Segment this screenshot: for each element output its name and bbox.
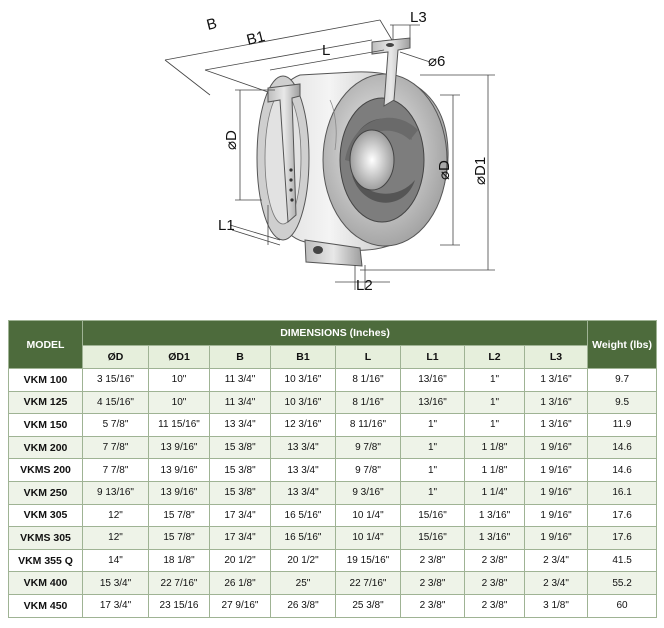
dimension-cell: 13 3/4" [271,459,336,482]
dimension-cell: 8 11/16" [336,414,401,437]
model-cell: VKMS 200 [9,459,83,482]
dimension-cell: 8 1/16" [336,391,401,414]
model-cell: VKM 200 [9,436,83,459]
dimension-cell: 2 3/8" [401,549,465,572]
dimension-cell: 15 3/8" [210,459,271,482]
dimension-cell: 10 1/4" [336,527,401,550]
dimension-cell: 5 7/8" [83,414,149,437]
dimension-cell: 1 3/16" [465,504,525,527]
weight-header: Weight (lbs) [588,321,657,369]
model-cell: VKM 150 [9,414,83,437]
table-row [9,481,657,504]
dim-label-d1: ⌀D1 [472,156,489,185]
column-header: L [336,346,401,369]
dimension-cell: 1 9/16" [525,527,588,550]
weight-cell: 14.6 [588,459,657,482]
dim-label-l3: L3 [410,9,427,26]
model-cell: VKM 305 [9,504,83,527]
weight-cell: 9.7 [588,369,657,392]
dimension-cell: 17 3/4" [210,504,271,527]
model-cell: VKM 100 [9,369,83,392]
dimension-cell: 10 1/4" [336,504,401,527]
dimension-cell: 1 9/16" [525,481,588,504]
dimension-cell: 20 1/2" [271,549,336,572]
column-header-row [9,346,657,369]
dimension-cell: 10" [149,391,210,414]
dimension-cell: 9 13/16" [83,481,149,504]
dimension-cell: 15 3/8" [210,481,271,504]
dimension-cell: 27 9/16" [210,594,271,617]
dimension-cell: 2 3/4" [525,572,588,595]
model-cell: VKM 125 [9,391,83,414]
table-row [9,436,657,459]
dimension-cell: 1 9/16" [525,436,588,459]
dim-label-b: B [204,14,219,34]
dimension-cell: 1" [465,369,525,392]
table-row [9,527,657,550]
dimension-cell: 25 3/8" [336,594,401,617]
dimension-cell: 3 1/8" [525,594,588,617]
dimension-cell: 9 7/8" [336,436,401,459]
dimension-cell: 1" [465,414,525,437]
dim-label-d-inner: ⌀D [436,160,453,180]
dimension-cell: 3 15/16" [83,369,149,392]
weight-cell: 41.5 [588,549,657,572]
table-row [9,414,657,437]
dimension-cell: 15 3/8" [210,436,271,459]
dimension-cell: 18 1/8" [149,549,210,572]
dimension-cell: 11 3/4" [210,391,271,414]
column-header: L1 [401,346,465,369]
weight-cell: 17.6 [588,504,657,527]
dimension-cell: 8 1/16" [336,369,401,392]
dim-label-l: L [322,42,331,59]
dimension-cell: 16 5/16" [271,504,336,527]
dim-label-b1: B1 [244,27,267,49]
table-row [9,459,657,482]
dimension-cell: 10 3/16" [271,391,336,414]
dimension-cell: 13 3/4" [271,481,336,504]
table-row [9,594,657,617]
column-header: L3 [525,346,588,369]
dimension-cell: 15 3/4" [83,572,149,595]
table-body [9,369,657,618]
dimensions-table [8,320,657,618]
dimension-cell: 15/16" [401,504,465,527]
dimension-cell: 12" [83,504,149,527]
dimension-cell: 2 3/8" [465,594,525,617]
dimension-cell: 15 7/8" [149,504,210,527]
column-header: L2 [465,346,525,369]
dimension-cell: 13/16" [401,369,465,392]
dimension-cell: 15/16" [401,527,465,550]
weight-cell: 60 [588,594,657,617]
dimension-cell: 2 3/8" [465,549,525,572]
weight-cell: 11.9 [588,414,657,437]
dimension-cell: 1" [401,459,465,482]
dimension-cell: 9 7/8" [336,459,401,482]
dimension-cell: 16 5/16" [271,527,336,550]
weight-cell: 14.6 [588,436,657,459]
dimension-cell: 9 3/16" [336,481,401,504]
dimension-cell: 1 3/16" [525,414,588,437]
dimension-cell: 2 3/8" [401,572,465,595]
table-row [9,572,657,595]
dimension-cell: 11 15/16" [149,414,210,437]
dimension-cell: 17 3/4" [83,594,149,617]
dimension-cell: 13 3/4" [210,414,271,437]
dimension-cell: 1" [401,481,465,504]
table-row [9,369,657,392]
weight-cell: 17.6 [588,527,657,550]
weight-cell: 55.2 [588,572,657,595]
dimension-cell: 14" [83,549,149,572]
dimension-cell: 7 7/8" [83,459,149,482]
dimension-cell: 1" [401,414,465,437]
table-row [9,504,657,527]
dimension-cell: 13/16" [401,391,465,414]
dimension-cell: 1 3/16" [465,527,525,550]
weight-cell: 16.1 [588,481,657,504]
column-header: ØD [83,346,149,369]
dimension-cell: 13 9/16" [149,436,210,459]
dimension-cell: 1" [465,391,525,414]
dimension-cell: 1 1/8" [465,436,525,459]
dimension-cell: 17 3/4" [210,527,271,550]
model-cell: VKM 355 Q [9,549,83,572]
dimension-cell: 22 7/16" [336,572,401,595]
dimension-cell: 13 9/16" [149,459,210,482]
table-row [9,549,657,572]
dimension-cell: 26 1/8" [210,572,271,595]
column-header: B1 [271,346,336,369]
dimension-cell: 7 7/8" [83,436,149,459]
model-cell: VKM 400 [9,572,83,595]
dimension-cell: 11 3/4" [210,369,271,392]
dim-label-l1: L1 [218,217,235,234]
model-cell: VKMS 305 [9,527,83,550]
dimension-cell: 12" [83,527,149,550]
dimension-cell: 25" [271,572,336,595]
dimension-cell: 13 9/16" [149,481,210,504]
column-header: ØD1 [149,346,210,369]
dimension-cell: 4 15/16" [83,391,149,414]
dimension-cell: 1" [401,436,465,459]
dimensions-header: DIMENSIONS (Inches) [83,321,588,346]
dimension-cell: 19 15/16" [336,549,401,572]
model-header: MODEL [9,321,83,369]
dimension-cell: 10 3/16" [271,369,336,392]
dimension-cell: 1 3/16" [525,369,588,392]
dimension-cell: 2 3/8" [465,572,525,595]
model-cell: VKM 450 [9,594,83,617]
model-cell: VKM 250 [9,481,83,504]
dimension-cell: 26 3/8" [271,594,336,617]
dimension-cell: 1 9/16" [525,504,588,527]
dimension-cell: 2 3/4" [525,549,588,572]
dimension-cell: 12 3/16" [271,414,336,437]
dim-label-l2: L2 [356,277,373,294]
column-header: B [210,346,271,369]
weight-cell: 9.5 [588,391,657,414]
dimension-cell: 13 3/4" [271,436,336,459]
dimension-cell: 1 9/16" [525,459,588,482]
dimension-cell: 22 7/16" [149,572,210,595]
table-row [9,391,657,414]
dimension-cell: 15 7/8" [149,527,210,550]
dimension-cell: 23 15/16 [149,594,210,617]
dimension-cell: 10" [149,369,210,392]
dimension-cell: 2 3/8" [401,594,465,617]
dimension-cell: 1 3/16" [525,391,588,414]
dim-label-hole: ⌀6 [428,53,446,70]
dimension-cell: 1 1/4" [465,481,525,504]
dim-label-d-outer: ⌀D [223,130,240,150]
dimension-cell: 1 1/8" [465,459,525,482]
dimension-cell: 20 1/2" [210,549,271,572]
